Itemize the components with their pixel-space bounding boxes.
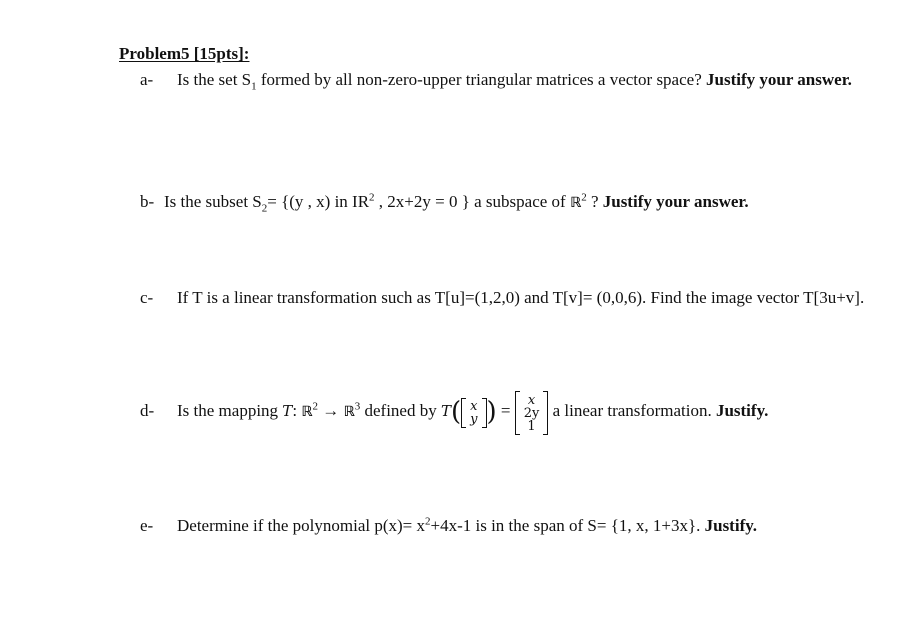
question-a-text: Is the set $S_1$ formed by all non-zero-upper triangular matrices a vector space? Justify your answer.	[177, 70, 852, 93]
question-e-text: Determine if the polynomial $p(x)= x^2+4x-1$ is in the span of S= {1, x, 1+3x}. Justify.	[177, 515, 758, 535]
input-vector: x y	[461, 386, 486, 438]
question-c-text: If T is a linear transformation such as T[u]=(1,2,0) and T[v]= (0,0,6). Find the image vector T[3u+v].	[177, 288, 865, 307]
question-a-justify: Justify your answer.	[706, 70, 852, 89]
question-b-justify: Justify your answer.	[602, 192, 749, 211]
problem-title: Problem5 [15pts]:	[119, 44, 250, 63]
question-d-justify: Justify.	[715, 401, 769, 420]
question-b-text: Is the subset $S_2= \{(y$ , x) in $IR^2$ , 2x+2y = 0 } a subspace of ℝ$^2$ ? Justify your answer.	[164, 191, 749, 215]
question-e-justify: Justify.	[704, 516, 758, 535]
question-d-marker: d-	[140, 401, 155, 420]
question-a-marker: a-	[140, 70, 154, 89]
output-vector: x 2y 1	[515, 386, 549, 438]
question-b-marker: b-	[140, 192, 155, 211]
question-e-marker: e-	[140, 516, 154, 535]
question-c-marker: c-	[140, 288, 154, 307]
question-d-text: Is the mapping T: ℝ$^2$ → ℝ$^3$ defined by T( x y ) = x 2y 1 a linear transformation. Justify.	[177, 385, 888, 438]
